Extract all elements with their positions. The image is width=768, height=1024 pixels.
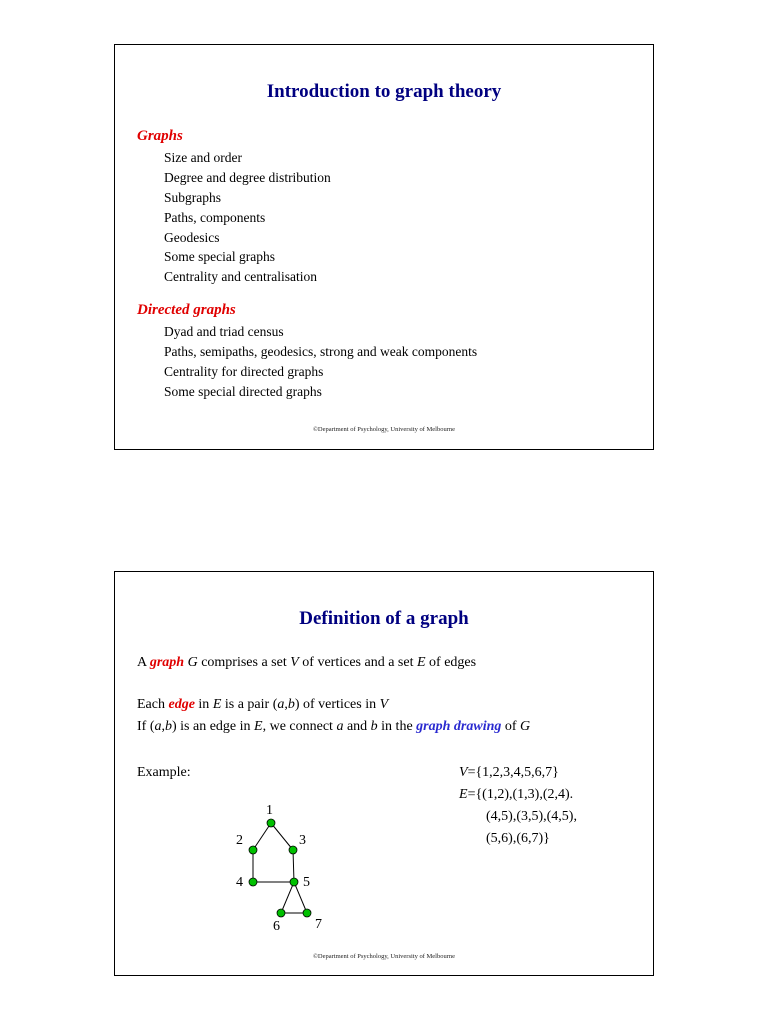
symbol: V — [290, 655, 299, 670]
graph-edge — [271, 823, 293, 850]
list-item: Paths, components — [164, 209, 266, 225]
symbol: V — [459, 765, 468, 780]
graph-vertex — [277, 909, 285, 917]
symbol: E — [416, 655, 426, 670]
list-item: Some special graphs — [164, 249, 275, 265]
text: is a pair ( — [221, 697, 278, 712]
symbol: a — [336, 719, 344, 734]
list-item: Geodesics — [164, 229, 220, 245]
text: If ( — [137, 719, 155, 734]
slide-title: Introduction to graph theory — [266, 81, 502, 102]
text: , — [161, 719, 165, 734]
edge-definition-line — [137, 697, 388, 713]
section-heading-graphs: Graphs — [137, 128, 183, 144]
text: comprises a set — [197, 655, 291, 670]
list-item: Centrality and centralisation — [164, 269, 317, 285]
symbol: b — [370, 719, 378, 734]
text: in — [194, 697, 213, 712]
text: of — [501, 719, 521, 734]
graph-drawing — [215, 802, 345, 937]
directed-graphs-topic-list — [164, 322, 477, 402]
vertex-label: 3 — [299, 833, 306, 848]
list-item: Paths, semipaths, geodesics, strong and weak components — [164, 343, 478, 359]
graph-vertex — [249, 878, 257, 886]
text: A — [137, 655, 150, 670]
graph-vertex — [267, 819, 275, 827]
list-item: Degree and degree distribution — [164, 169, 331, 185]
graph-vertex — [289, 846, 297, 854]
symbol: V — [379, 697, 389, 712]
vertex-label: 6 — [273, 919, 280, 934]
vertex-label: 2 — [236, 833, 243, 848]
list-item: Some special directed graphs — [164, 383, 322, 399]
graph-vertex — [290, 878, 298, 886]
text: , — [284, 697, 288, 712]
graph-vertex — [249, 846, 257, 854]
slide-footer: ©Department of Psychology, University of Melbourne — [312, 953, 456, 960]
edge-set-continuation: (5,6),(6,7)} — [486, 831, 550, 846]
vertex-label: 5 — [303, 875, 310, 890]
slide-definition — [114, 571, 654, 976]
symbol: G — [187, 655, 198, 670]
graph-edge — [281, 882, 294, 913]
graph-edge — [253, 823, 271, 850]
text: , we connect — [262, 719, 337, 734]
list-item: Subgraphs — [164, 189, 221, 205]
graphs-topic-list — [164, 148, 331, 287]
graph-edge — [293, 850, 294, 882]
term-graph: graph — [149, 655, 185, 670]
text: Each — [137, 697, 169, 712]
text: ={(1,2),(1,3),(2,4). — [467, 787, 574, 802]
edge-set-continuation: (4,5),(3,5),(4,5), — [486, 809, 577, 824]
vertex-label: 1 — [266, 803, 273, 818]
vertex-label: 7 — [315, 917, 322, 932]
symbol: a — [154, 719, 162, 734]
symbol: b — [287, 697, 295, 712]
edge-set-line — [459, 784, 577, 806]
slide-introduction — [114, 44, 654, 450]
symbol: a — [277, 697, 285, 712]
symbol: E — [459, 787, 468, 802]
slide-footer: ©Department of Psychology, University of Melbourne — [312, 426, 456, 433]
term-graph-drawing: graph drawing — [416, 719, 502, 734]
term-edge: edge — [168, 697, 195, 712]
vertex-set-line — [459, 762, 577, 784]
text: and — [343, 719, 371, 734]
vertex-label: 4 — [236, 875, 243, 890]
symbol: E — [212, 697, 222, 712]
text: ) of vertices in — [294, 697, 380, 712]
definition-line — [137, 655, 476, 671]
symbol: E — [254, 719, 263, 734]
slide-title: Definition of a graph — [299, 608, 469, 629]
section-heading-directed-graphs: Directed graphs — [137, 302, 236, 318]
text: of edges — [425, 655, 477, 670]
list-item: Centrality for directed graphs — [164, 363, 324, 379]
text: in the — [377, 719, 417, 734]
list-item: Dyad and triad census — [164, 324, 284, 339]
list-item: Size and order — [164, 150, 242, 165]
text: ={1,2,3,4,5,6,7} — [467, 765, 559, 780]
text: of vertices and a set — [298, 655, 417, 670]
example-label: Example: — [137, 765, 191, 780]
drawing-definition-line — [137, 719, 530, 735]
symbol: G — [520, 719, 531, 734]
text: ) is an edge in — [172, 719, 255, 734]
graph-vertex — [303, 909, 311, 917]
symbol: b — [165, 719, 172, 734]
set-definitions — [459, 762, 577, 850]
